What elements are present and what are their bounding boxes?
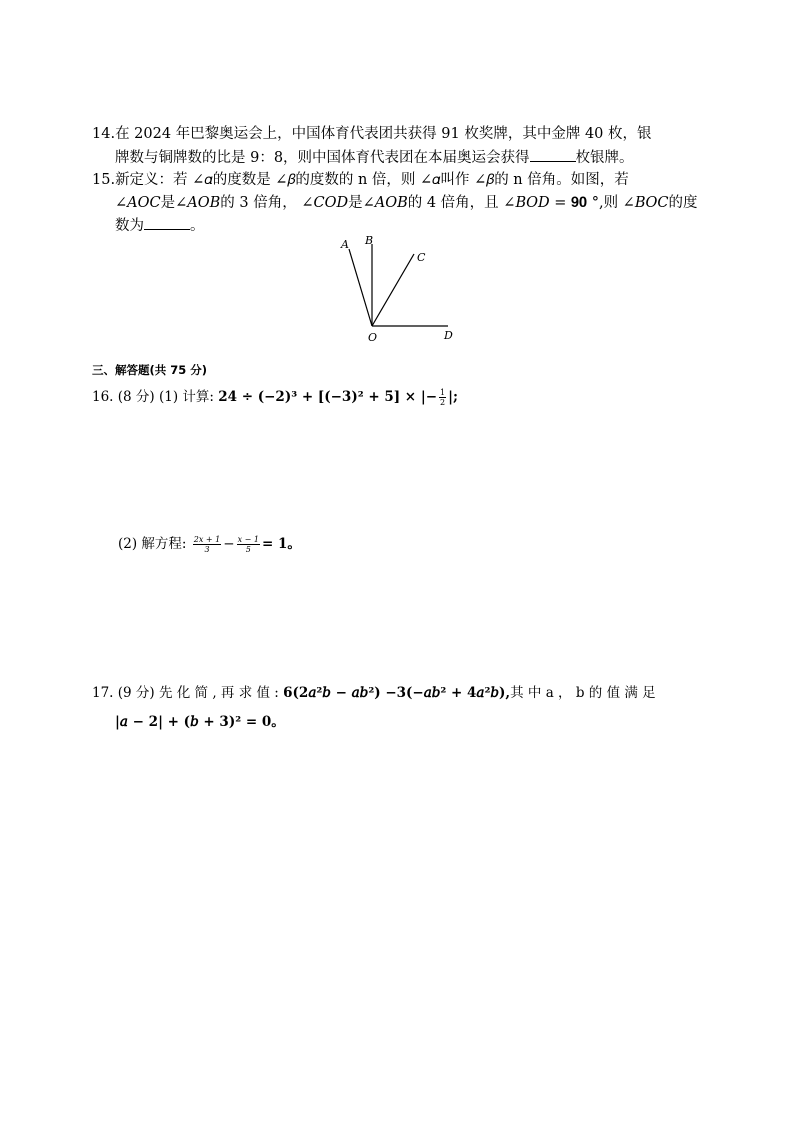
fraction-numerator: 2x + 1 <box>193 535 221 544</box>
label-B: B <box>365 234 374 247</box>
q17-line1 <box>92 683 656 703</box>
q16-part2 <box>118 534 301 554</box>
q17-line2 <box>115 712 285 732</box>
label-C: C <box>417 251 426 264</box>
q16-part2-prefix: (2) 解方程: <box>118 536 191 552</box>
q14-text-line2a: 牌数与铜牌数的比是 9：8，则中国体育代表团在本届奥运会获得 <box>115 150 530 166</box>
q16-part1-expression: 𝟐𝟒 ÷ (−2)³ + [(−3)² + 5] × |− <box>218 389 438 405</box>
section-heading: 三、解答题(共 75 分) <box>92 363 208 377</box>
q15-text-line1: 新定义：若 ∠𝛼的度数是 ∠𝛽的度数的 n 倍，则 ∠𝛼叫作 ∠𝛽的 n 倍角。如图，若 <box>115 172 629 188</box>
fraction-numerator: x − 1 <box>237 535 259 544</box>
q16-part1-prefix: 16. (8 分) (1) 计算: <box>92 389 219 405</box>
q17-line1-suffix: 其 中 a ， b 的 值 满 足 <box>510 685 656 701</box>
q14-line2 <box>115 147 634 168</box>
q16-part2-suffix: = 𝟏。 <box>261 536 301 552</box>
angle-figure <box>330 232 470 347</box>
q17-expression: 𝟔(2𝑎²𝑏 − 𝑎𝑏²) −3(−𝑎𝑏² + 𝟒𝑎²𝑏), <box>283 685 511 701</box>
q15-line2 <box>115 193 697 213</box>
q14-text-line2b: 枚银牌。 <box>575 150 634 166</box>
label-D: D <box>444 329 453 342</box>
fraction-numerator: 1 <box>440 388 446 397</box>
q15-text-line3b: 。 <box>190 218 205 234</box>
ray-OC <box>372 254 414 326</box>
q14-number: 14. <box>92 126 116 142</box>
ray-OA <box>349 249 372 326</box>
q16-fraction-2 <box>237 535 260 554</box>
fraction-denominator: 5 <box>245 545 251 554</box>
answer-blank-q15[interactable] <box>144 215 190 230</box>
q16-fraction-1 <box>193 535 221 554</box>
q17-condition: |𝑎 − 2| + (𝑏 + 3)² = 𝟎。 <box>115 714 285 730</box>
fraction-denominator: 3 <box>204 545 210 554</box>
q14-text-line1: 在 2024 年巴黎奥运会上，中国体育代表团共获得 91 枚奖牌，其中金牌 40 枚，银 <box>115 126 652 142</box>
q16-part1 <box>92 387 458 407</box>
q15-line3 <box>115 215 205 236</box>
q15-line1 <box>92 170 629 190</box>
answer-blank-q14[interactable] <box>530 147 576 162</box>
q15-text-line2: ∠𝐴𝑂𝐶是∠𝐴𝑂𝐵的 3 倍角， ∠𝐶𝑂𝐷是∠𝐴𝑂𝐵的 4 倍角，且 ∠𝐵𝑂𝐷 = 𝟗𝟎 °,则 ∠𝐵𝑂𝐶的度 <box>115 195 698 211</box>
label-O: O <box>368 331 378 344</box>
minus-sign: − <box>223 536 235 552</box>
fraction-denominator: 2 <box>440 398 446 407</box>
q16-part1-suffix: |; <box>448 389 459 405</box>
q15-text-line3a: 数为 <box>115 218 144 234</box>
q17-line1-prefix: 17. (9 分) 先 化 简 , 再 求 值 : <box>92 685 284 701</box>
q15-number: 15. <box>92 172 116 188</box>
q14-line1 <box>92 124 652 144</box>
label-A: A <box>341 238 349 251</box>
q16-part1-fraction <box>439 388 446 407</box>
